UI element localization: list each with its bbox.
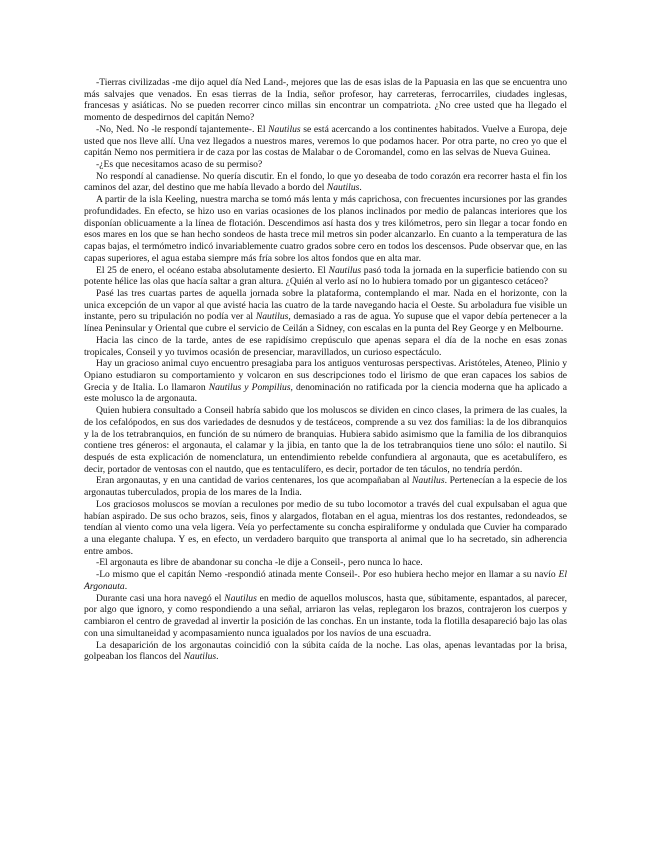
paragraph xyxy=(84,405,567,475)
text-run: Hay un gracioso animal cuyo encuentro presagiaba para los antiguos venturosas perspectivas. Aristóteles, Ateneo, Plinio y Opiano estudiaron su comportamiento y volcaron en sus descripciones todo el lirismo de que eran capaces los sabios de Grecia y de Italia. Lo llamaron xyxy=(84,358,567,393)
italic-text-run: Nautilus y Pompilius, xyxy=(208,381,293,393)
text-run: -Tierras civilizadas -me dijo aquel día Ned Land-, mejores que las de esas islas de la Papuasia en las que se encuentra uno más salvajes que venados. En esas tierras de la India, señor profesor, hay carreteras, ferrocarriles, ciudades inglesas, francesas y asiáticas. No se pueden recorrer cinco millas sin encontrar un compatriota. ¿No cree usted que ha llegado el momento de despedirnos del capitán Nemo? xyxy=(84,77,567,124)
italic-text-run: Nautilus xyxy=(183,651,217,663)
paragraph xyxy=(84,557,567,569)
paragraph xyxy=(84,499,567,558)
paragraph xyxy=(84,159,567,171)
italic-text-run: Nautilus xyxy=(412,475,445,487)
text-run: , demasiado a ras de agua. Yo supuse que el vapor debía pertenecer a la línea Peninsular y Oriental que cubre el servicio de Ceilán a Sidney, con escalas en la punta del Rey George y en Melbourne. xyxy=(84,311,567,335)
italic-text-run: Nautilus xyxy=(268,123,301,135)
paragraph xyxy=(84,77,567,124)
paragraph xyxy=(84,593,567,640)
text-run: Los graciosos moluscos se movían a reculones por medio de su tubo locomotor a través del cual expulsaban el agua que habían aspirado. De sus ocho brazos, seis, finos y alargados, flotaban en el agua, mientras los dos restantes, redondeados, se tendían al viento como una vela ligera. Veía yo perfectamente su concha espiraliforme y ondulada que Cuvier ha comparado a una elegante chalupa. Y es, en efecto, un verdadero barquito que transporta al animal que lo ha secretado, sin adherencia entre ambos. xyxy=(84,498,567,557)
text-run: . xyxy=(216,651,219,663)
paragraph xyxy=(84,194,567,264)
paragraph xyxy=(84,171,567,194)
text-run: Durante casi una hora navegó el xyxy=(96,592,225,604)
text-run: -Lo mismo que el capitán Nemo -respondió atinada mente Conseil-. Por eso hubiera hecho mejor en llamar a su navío xyxy=(96,569,559,581)
italic-text-run: El Argonauta xyxy=(84,569,567,592)
paragraph xyxy=(84,358,567,405)
text-run: -¿Es que necesitamos acaso de su permiso? xyxy=(96,159,263,171)
italic-text-run: Nautilus xyxy=(326,182,360,194)
paragraph xyxy=(84,640,567,663)
italic-text-run: Nautilus xyxy=(328,264,362,276)
text-run: -No, Ned. No -le respondí tajantemente-. El xyxy=(96,123,269,135)
text-run: No respondí al canadiense. No quería discutir. En el fondo, lo que yo deseaba de todo corazón era recorrer hasta el fin los caminos del azar, del destino que me había llevado a bordo del xyxy=(84,170,567,194)
text-run: Pasé las tres cuartas partes de aquella jornada sobre la plataforma, contemplando el mar. Nada en el horizonte, con la unica excepción de un vapor al que avisté hacia las cuatro de la tarde navegando hacia el Oeste. Su arboladura fue visible un instante, pero su tripulación no podía ver al xyxy=(84,287,567,323)
text-run: . Pertenecían a la especie de los argonautas tuberculados, propia de los mares de la India. xyxy=(84,475,567,499)
text-run: . xyxy=(359,182,362,194)
paragraph xyxy=(84,288,567,335)
text-run: -El argonauta es libre de abandonar su concha -le dije a Conseil-, pero nunca lo hace. xyxy=(96,557,423,569)
document-page xyxy=(84,77,567,663)
paragraph xyxy=(84,569,567,592)
paragraph xyxy=(84,124,567,159)
italic-text-run: Nautilus xyxy=(255,311,289,323)
paragraph xyxy=(84,475,567,498)
text-run: El 25 de enero, el océano estaba absolutamente desierto. El xyxy=(96,264,329,276)
text-run: denominación no ratificada por la ciencia moderna que ha aplicado a este molusco la de argonauta. xyxy=(84,381,568,405)
text-run: . xyxy=(124,580,128,592)
text-run: Quien hubiera consultado a Conseil habría sabido que los moluscos se dividen en cinco clases, la primera de las cuales, la de los cefalópodos, en sus dos variedades de desnudos y de testáceos, comprende a su vez dos familias: la de los dibranquios y la de los tetrabranquios, en función de su número de branquias. Hubiera sabido asimismo que la familia de los dibranquios contiene tres géneros: el argonauta, el calamar y la jibia, en tanto que la de los tetrabranquios tiene uno sólo: el nautilo. Si después de esta explicación de nomenclatura, un entendimiento rebelde confundiera al argonauta, que es acetabulífero, es decir, portador de ventosas con el nautdo, que es tentaculífero, es decir, portador de ten táculos, no tendría perdón. xyxy=(84,405,567,475)
text-run: Hacia las cinco de la tarde, antes de ese rapidísimo crepúsculo que apenas separa el día de la noche en esas zonas tropicales, Conseil y yo tuvimos ocasión de presenciar, maravillados, un curioso espectáculo. xyxy=(84,334,567,358)
text-run: en medio de aquellos moluscos, hasta que, súbitamente, espantados, al parecer, por algo que ignoro, y como respondiendo a una señal, arriaron las velas, replegaron los brazos, contrajeron los cuerpos y cambiaron el centro de gravedad al invertir la posición de las conchas. En un instante, toda la flotilla desapareció bajo las olas con una simultaneidad y acompasamiento nunca igualados por los navíos de una escuadra. xyxy=(84,592,567,639)
paragraph xyxy=(84,335,567,358)
paragraph xyxy=(84,265,567,288)
text-run: pasó toda la jornada en la superficie batiendo con su potente hélice las olas que hacía saltar a gran altura. ¿Quién al verlo así no lo hubiera tomado por un gigantesco cetáceo? xyxy=(84,264,567,288)
text-run: Eran argonautas, y en una cantidad de varios centenares, los que acompañaban al xyxy=(96,475,413,487)
italic-text-run: Nautilus xyxy=(224,592,257,604)
text-run: se está acercando a los continentes habitados. Vuelve a Europa, deje usted que nos lleve allí. Una vez llegados a nuestros mares, veremos lo que podamos hacer. Por otra parte, no creo yo que el capitán Nemo nos permitiera ir de caza por las costas de Malabar o de Coromandel, como en las selvas de Nueva Guinea. xyxy=(84,123,568,159)
text-run: A partir de la isla Keeling, nuestra marcha se tomó más lenta y más caprichosa, con frecuentes incursiones por las grandes profundidades. En efecto, se hizo uso en varias ocasiones de los planos inclinados por medio de palancas interiores que los disponían oblicuamente a la línea de flotación. Descendimos así hasta dos y tres kilómetros, pero sin llegar a tocar fondo en esos mares en los que se han hecho sondeos de hasta trece mil metros sin poder alcanzarlo. En cuanto a la temperatura de las capas bajas, el termómetro indicó invariablemente cuatro grados sobre cero en todos los descensos. Pude observar que, en las capas superiores, el agua estaba siempre más fría sobre los altos fondos que en alta mar. xyxy=(84,194,567,264)
text-run: La desaparición de los argonautas coincidió con la súbita caída de la noche. Las olas, apenas levantadas por la brisa, golpeaban los flancos del xyxy=(84,639,567,663)
